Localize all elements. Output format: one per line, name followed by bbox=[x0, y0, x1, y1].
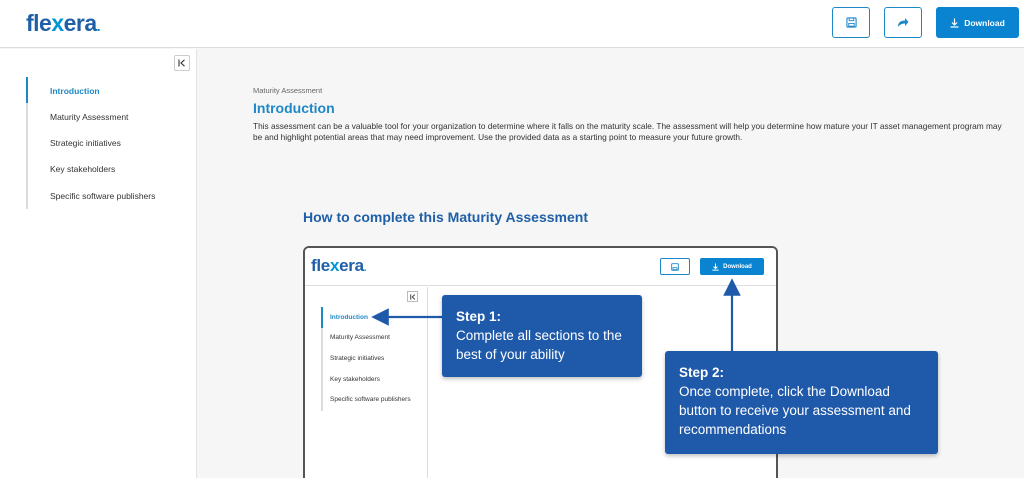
flexera-logo: flexera. bbox=[26, 10, 101, 36]
download-button[interactable] bbox=[936, 7, 1019, 38]
mini-flexera-logo: flexera. bbox=[311, 256, 367, 275]
mini-download-button bbox=[700, 258, 764, 275]
step2-callout bbox=[665, 351, 938, 454]
page-description: This assessment can be a valuable tool for your organization to determine where it falls on the maturity scale. The assessment will help you determine how mature your IT asset management program may be and highlight potential areas that may need improvement. Use the provided data as a starting point to measure your future growth. bbox=[253, 121, 1002, 142]
mini-item-specific-software-publishers: Specific software publishers bbox=[330, 396, 411, 403]
share-button[interactable] bbox=[884, 7, 922, 38]
mini-download-label: Download bbox=[723, 263, 752, 270]
step1-text: Complete all sections to the best of your ability bbox=[456, 328, 622, 362]
mini-item-key-stakeholders: Key stakeholders bbox=[330, 376, 380, 383]
step1-callout bbox=[442, 295, 642, 377]
sidebar-item-strategic-initiatives[interactable]: Strategic initiatives bbox=[50, 138, 121, 148]
mini-item-maturity-assessment: Maturity Assessment bbox=[330, 334, 390, 341]
mini-download-icon bbox=[712, 263, 719, 271]
nav-active-indicator bbox=[26, 77, 28, 103]
step2-title: Step 2: bbox=[679, 365, 725, 380]
sidebar-item-key-stakeholders[interactable]: Key stakeholders bbox=[50, 164, 116, 174]
mini-sidebar bbox=[305, 287, 428, 478]
sidebar-item-specific-software-publishers[interactable]: Specific software publishers bbox=[50, 191, 156, 201]
collapse-icon bbox=[178, 59, 186, 67]
mini-item-strategic-initiatives: Strategic initiatives bbox=[330, 355, 385, 362]
guide-heading: How to complete this Maturity Assessment bbox=[303, 209, 588, 225]
sidebar-item-introduction[interactable]: Introduction bbox=[50, 86, 100, 96]
sidebar-item-maturity-assessment[interactable]: Maturity Assessment bbox=[50, 112, 129, 122]
share-icon bbox=[897, 17, 909, 28]
mini-header bbox=[305, 248, 776, 286]
mini-collapse-icon bbox=[407, 291, 418, 302]
collapse-sidebar-button[interactable] bbox=[174, 55, 190, 71]
mini-nav-active-indicator bbox=[321, 307, 323, 328]
save-icon bbox=[846, 17, 857, 28]
download-label: Download bbox=[964, 17, 1005, 28]
page-title: Introduction bbox=[253, 100, 335, 116]
sidebar bbox=[0, 49, 197, 478]
step2-text: Once complete, click the Download button to receive your assessment and recommendations bbox=[679, 384, 911, 437]
mini-item-introduction: Introduction bbox=[330, 314, 368, 321]
step1-title: Step 1: bbox=[456, 309, 502, 324]
save-button[interactable] bbox=[832, 7, 870, 38]
app-header bbox=[0, 0, 1024, 48]
mini-save-icon bbox=[660, 258, 690, 275]
download-icon bbox=[950, 18, 959, 28]
breadcrumb: Maturity Assessment bbox=[253, 86, 323, 95]
